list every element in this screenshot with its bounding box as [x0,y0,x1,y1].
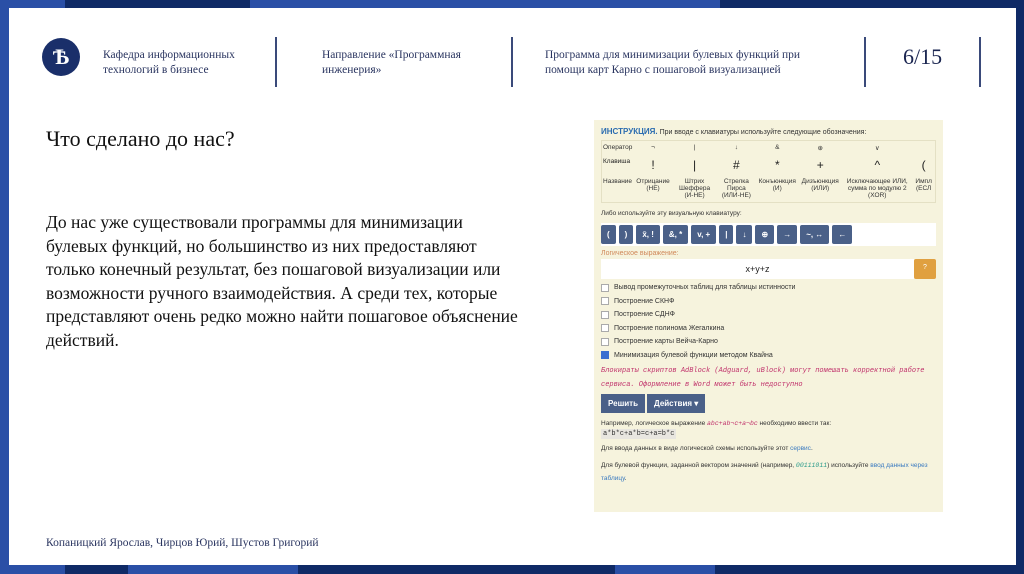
text: ) используйте [827,462,871,469]
row-label: Название [603,178,633,185]
help-button[interactable]: ? [914,259,936,279]
option-label: Вывод промежуточных таблиц для таблицы истинности [614,284,796,292]
instruction-text: При вводе с клавиатуры используйте следующие обозначения: [657,129,867,136]
cell: ! [651,158,655,172]
cell: Импл (ЕСЛ [915,178,932,192]
table-input-link[interactable]: ввод данных через таблицу [601,462,928,482]
actions-dropdown[interactable]: Действия ▾ [647,394,705,413]
checkbox-icon[interactable] [601,284,609,292]
key-button[interactable]: ) [619,225,634,244]
solve-button[interactable]: Решить [601,394,645,413]
slide-title: Что сделано до нас? [46,126,235,151]
option-label: Построение карты Вейча-Карно [614,338,718,346]
text: Кафедра информационных [103,49,235,61]
cell [912,141,935,156]
checkbox-icon[interactable] [601,324,609,332]
cell: Стрелка Пирса (ИЛИ-НЕ) [721,178,751,199]
key-button[interactable]: | [719,225,733,244]
page-number: 6/15 [903,44,943,69]
option-label: Минимизация булевой функции методом Квайна [614,351,773,359]
cell: * [774,158,780,172]
key-button[interactable]: &, * [663,225,688,244]
option-checkbox[interactable] [601,335,936,349]
key-button[interactable]: ⊕ [755,225,774,244]
example-vector: 00111011 [795,462,828,469]
option-checkbox[interactable] [601,295,936,309]
text: инженерия» [322,64,382,76]
keyboard-label: Либо используйте эту визуальную клавиатуру: [601,210,742,217]
key-button[interactable]: ↓ [736,225,752,244]
option-label: Построение СКНФ [614,297,675,305]
text: технологий в бизнесе [103,64,209,76]
option-checkbox[interactable] [601,281,936,295]
cell: Отрицание (НЕ) [636,178,670,192]
cell: ↓ [734,144,738,151]
hse-logo: Ѣ [42,38,80,76]
slide-body: До нас уже существовали программы для минимизации булевых функций, но большинство из них предоставляют только конечный результат, без пошаговой визуализации или возможности ручного взаимодействия. А среди тех, которые представляют очень редко можно найти пошаговое объяснение действий. [46,212,518,350]
cell: Дизъюнкция (ИЛИ) [801,178,839,192]
divider [275,37,277,87]
key-button[interactable]: ← [832,225,852,244]
cell: ⊕ [817,145,823,152]
expression-label: Логическое выражение: [601,250,679,257]
cell: ( [921,158,926,172]
key-button[interactable]: v, + [691,225,716,244]
example-code: a*b*c+a*b=c+a=b*c [603,430,675,438]
option-label: Построение полинома Жегалкина [614,324,725,332]
key-button[interactable]: ~, ↔ [800,225,829,244]
divider [979,37,981,87]
text: Для булевой функции, заданной вектором значений (например, [601,462,796,469]
cell: ∨ [874,145,880,152]
text: Направление «Программная [322,49,461,61]
cell: | [692,158,697,172]
cell: Исключающее ИЛИ, сумма по модулю 2 (XOR) [846,178,908,199]
visual-keyboard [601,223,936,246]
option-checkbox[interactable] [601,308,936,322]
divider [511,37,513,87]
row-label: Клавиша [603,158,631,165]
header-project [545,48,800,78]
checkbox-icon[interactable] [601,297,609,305]
adblock-warning: Блокираты скриптов AdBlock (Adguard, uBlock) могут помешать корректной работе сервиса. Оформление в Word может быть недоступно [601,367,925,389]
text: Программа для минимизации булевых функций при [545,49,801,61]
key-button[interactable]: ( [601,225,616,244]
authors: Копаницкий Ярослав, Чирцов Юрий, Шустов Григорий [46,537,319,549]
instruction [601,127,936,136]
row-label: Оператор [603,144,633,151]
cell: | [693,144,696,151]
cell: # [733,158,740,172]
checkbox-icon[interactable] [601,311,609,319]
divider [864,37,866,87]
cell: ^ [874,158,881,172]
instruction-title: ИНСТРУКЦИЯ. [601,127,658,136]
example-expression: abc+ab¬c+a¬bc [707,420,758,427]
key-button[interactable]: → [777,225,797,244]
cell: Конъюнкция (И) [758,178,796,192]
option-checkbox[interactable] [601,322,936,336]
cell: & [775,144,780,151]
cell: + [816,158,824,172]
cell: ¬ [651,144,655,151]
checkbox-icon[interactable] [601,338,609,346]
cell: Штрих Шеффера (И-НЕ) [678,178,711,199]
header-direction [322,48,461,78]
option-label: Построение СДНФ [614,311,675,319]
expression-input[interactable]: x+y+z [601,259,914,279]
text: помощи карт Карно с пошаговой визуализацией [545,64,781,76]
text: необходимо ввести так: [757,420,832,427]
option-checkbox[interactable] [601,349,936,363]
key-button[interactable]: x̄, ! [636,225,660,244]
app-screenshot: ИНСТРУКЦИЯ. При вводе с клавиатуры используйте следующие обозначения: Оператор ¬ | ↓ & ⊕ ∨ Клавиша ! | # * + ^ ( Название Отрицание (НЕ) Штрих Шеффера (И-НЕ) Стрелка Пирса (ИЛИ-НЕ) Конъюнкция (И) Дизъюнкция (ИЛИ) Исключающее ИЛИ, сумма по модулю 2 (XOR) Импл (ЕСЛ Либо используйте эту визуальную клавиатуру: ( ) x̄, ! &, * v, + | ↓ ⊕ → ~, ↔ ← Логическое выражение: x+y+z ? Вывод промежуточных таблиц для таблицы истинности Построение СКНФ Построение СДНФ Построение полинома Жегалкина Построение карты Вейча-Карно Минимизация булевой функции методом Квайна Блокираты скриптов AdBlock (Adguard, uBlock) могут помешать корректной работе сервиса. Оформление в Word может быть недоступно Решить Действия ▾ Например, логическое выражение abc+ab¬c+a¬bc необходимо ввести так: a*b*c+a*b=c+a=b*c Для ввода данных в виде логической схемы используйте этот сервис. Для булевой функции, заданной вектором значений (например, 00111011) используйте ввод данных через таблицу. [594,120,943,512]
operator-table [601,140,936,203]
text: Например, логическое выражение [601,420,708,427]
checkbox-checked-icon[interactable] [601,351,609,359]
header-department [103,48,235,78]
service-link[interactable]: сервис [790,445,811,452]
text: Для ввода данных в виде логической схемы используйте этот [601,445,791,452]
